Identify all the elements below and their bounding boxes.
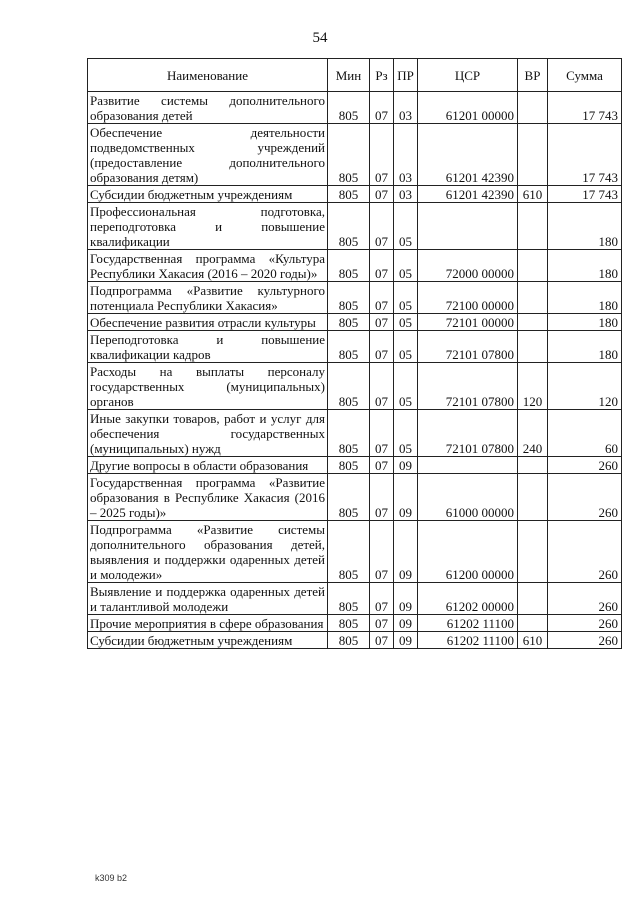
cell-vr	[518, 92, 548, 124]
page-number: 54	[312, 30, 328, 46]
cell-vr	[518, 282, 548, 314]
cell-pr: 03	[394, 92, 418, 124]
cell-rz: 07	[370, 583, 394, 615]
cell-csr: 72101 07800	[418, 363, 518, 410]
table-body	[88, 92, 622, 649]
table-row	[88, 203, 622, 250]
cell-min: 805	[328, 186, 370, 203]
cell-min: 805	[328, 250, 370, 282]
cell-vr	[518, 314, 548, 331]
cell-sum: 260	[548, 615, 622, 632]
cell-rz: 07	[370, 363, 394, 410]
cell-sum: 180	[548, 203, 622, 250]
cell-csr: 61000 00000	[418, 474, 518, 521]
cell-pr: 05	[394, 282, 418, 314]
cell-rz: 07	[370, 282, 394, 314]
cell-sum: 17 743	[548, 186, 622, 203]
cell-rz: 07	[370, 474, 394, 521]
cell-rz: 07	[370, 410, 394, 457]
table-header-row	[88, 59, 622, 92]
cell-min: 805	[328, 583, 370, 615]
table-row	[88, 363, 622, 410]
cell-pr: 05	[394, 331, 418, 363]
cell-name: Подпрограмма «Развитие системы дополнительного образования детей, выявления и поддержки одаренных детей и молодежи»	[88, 521, 328, 583]
footer-code: k309 b2	[95, 873, 128, 883]
cell-min: 805	[328, 331, 370, 363]
cell-vr	[518, 583, 548, 615]
cell-min: 805	[328, 203, 370, 250]
cell-sum: 260	[548, 632, 622, 649]
cell-min: 805	[328, 457, 370, 474]
cell-vr: 120	[518, 363, 548, 410]
table-row	[88, 632, 622, 649]
cell-pr: 05	[394, 314, 418, 331]
cell-min: 805	[328, 632, 370, 649]
cell-sum: 17 743	[548, 124, 622, 186]
table-row	[88, 410, 622, 457]
cell-rz: 07	[370, 203, 394, 250]
cell-sum: 180	[548, 282, 622, 314]
cell-rz: 07	[370, 615, 394, 632]
cell-pr: 05	[394, 250, 418, 282]
cell-name: Другие вопросы в области образования	[88, 457, 328, 474]
cell-vr	[518, 203, 548, 250]
table-row	[88, 314, 622, 331]
cell-rz: 07	[370, 124, 394, 186]
cell-vr	[518, 331, 548, 363]
cell-csr: 61202 11100	[418, 632, 518, 649]
cell-csr: 61201 42390	[418, 124, 518, 186]
table-row	[88, 474, 622, 521]
cell-pr: 09	[394, 474, 418, 521]
cell-vr	[518, 124, 548, 186]
cell-rz: 07	[370, 250, 394, 282]
cell-min: 805	[328, 474, 370, 521]
cell-vr	[518, 474, 548, 521]
cell-sum: 260	[548, 457, 622, 474]
cell-min: 805	[328, 314, 370, 331]
cell-csr: 61200 00000	[418, 521, 518, 583]
cell-vr: 610	[518, 632, 548, 649]
header-pr: ПР	[394, 59, 418, 92]
table-row	[88, 250, 622, 282]
table-row	[88, 521, 622, 583]
header-rz: Рз	[370, 59, 394, 92]
cell-name: Выявление и поддержка одаренных детей и талантливой молодежи	[88, 583, 328, 615]
cell-pr: 05	[394, 203, 418, 250]
cell-rz: 07	[370, 331, 394, 363]
cell-pr: 03	[394, 186, 418, 203]
cell-min: 805	[328, 410, 370, 457]
table-row	[88, 615, 622, 632]
header-csr: ЦСР	[418, 59, 518, 92]
cell-name: Прочие мероприятия в сфере образования	[88, 615, 328, 632]
cell-sum: 180	[548, 314, 622, 331]
cell-pr: 09	[394, 615, 418, 632]
cell-csr	[418, 457, 518, 474]
cell-name: Подпрограмма «Развитие культурного потенциала Республики Хакасия»	[88, 282, 328, 314]
cell-sum: 60	[548, 410, 622, 457]
cell-rz: 07	[370, 92, 394, 124]
budget-table	[87, 58, 622, 649]
cell-csr: 72101 07800	[418, 331, 518, 363]
table-row	[88, 124, 622, 186]
header-min: Мин	[328, 59, 370, 92]
cell-name: Субсидии бюджетным учреждениям	[88, 186, 328, 203]
cell-vr	[518, 615, 548, 632]
cell-min: 805	[328, 615, 370, 632]
cell-csr: 61201 00000	[418, 92, 518, 124]
cell-pr: 05	[394, 410, 418, 457]
cell-vr	[518, 250, 548, 282]
table-row	[88, 92, 622, 124]
cell-min: 805	[328, 363, 370, 410]
cell-rz: 07	[370, 457, 394, 474]
cell-rz: 07	[370, 186, 394, 203]
cell-min: 805	[328, 124, 370, 186]
cell-csr: 72100 00000	[418, 282, 518, 314]
table-row	[88, 186, 622, 203]
cell-csr: 72101 00000	[418, 314, 518, 331]
cell-rz: 07	[370, 521, 394, 583]
cell-name: Обеспечение развития отрасли культуры	[88, 314, 328, 331]
cell-csr	[418, 203, 518, 250]
cell-name: Иные закупки товаров, работ и услуг для обеспечения государственных (муниципальных) нужд	[88, 410, 328, 457]
header-name: Наименование	[88, 59, 328, 92]
table-row	[88, 331, 622, 363]
cell-sum: 260	[548, 474, 622, 521]
cell-min: 805	[328, 282, 370, 314]
cell-name: Переподготовка и повышение квалификации кадров	[88, 331, 328, 363]
cell-csr: 72101 07800	[418, 410, 518, 457]
table-row	[88, 282, 622, 314]
cell-rz: 07	[370, 632, 394, 649]
cell-pr: 05	[394, 363, 418, 410]
cell-name: Расходы на выплаты персоналу государственных (муниципальных) органов	[88, 363, 328, 410]
cell-sum: 260	[548, 583, 622, 615]
cell-pr: 09	[394, 632, 418, 649]
cell-vr: 610	[518, 186, 548, 203]
cell-vr	[518, 457, 548, 474]
cell-name: Профессиональная подготовка, переподготовка и повышение квалификации	[88, 203, 328, 250]
table-row	[88, 583, 622, 615]
cell-sum: 260	[548, 521, 622, 583]
cell-csr: 72000 00000	[418, 250, 518, 282]
cell-name: Субсидии бюджетным учреждениям	[88, 632, 328, 649]
cell-name: Государственная программа «Развитие образования в Республике Хакасия (2016 – 2025 годы)»	[88, 474, 328, 521]
cell-min: 805	[328, 521, 370, 583]
cell-vr	[518, 521, 548, 583]
cell-rz: 07	[370, 314, 394, 331]
cell-csr: 61201 42390	[418, 186, 518, 203]
header-vr: ВР	[518, 59, 548, 92]
cell-sum: 180	[548, 250, 622, 282]
header-sum: Сумма	[548, 59, 622, 92]
cell-csr: 61202 11100	[418, 615, 518, 632]
cell-name: Обеспечение деятельности подведомственных учреждений (предоставление дополнительного образования детям)	[88, 124, 328, 186]
cell-min: 805	[328, 92, 370, 124]
cell-name: Государственная программа «Культура Республики Хакасия (2016 – 2020 годы)»	[88, 250, 328, 282]
cell-csr: 61202 00000	[418, 583, 518, 615]
cell-pr: 09	[394, 583, 418, 615]
cell-pr: 09	[394, 457, 418, 474]
cell-sum: 180	[548, 331, 622, 363]
cell-pr: 03	[394, 124, 418, 186]
cell-pr: 09	[394, 521, 418, 583]
cell-name: Развитие системы дополнительного образования детей	[88, 92, 328, 124]
table-row	[88, 457, 622, 474]
cell-sum: 17 743	[548, 92, 622, 124]
cell-sum: 120	[548, 363, 622, 410]
cell-vr: 240	[518, 410, 548, 457]
